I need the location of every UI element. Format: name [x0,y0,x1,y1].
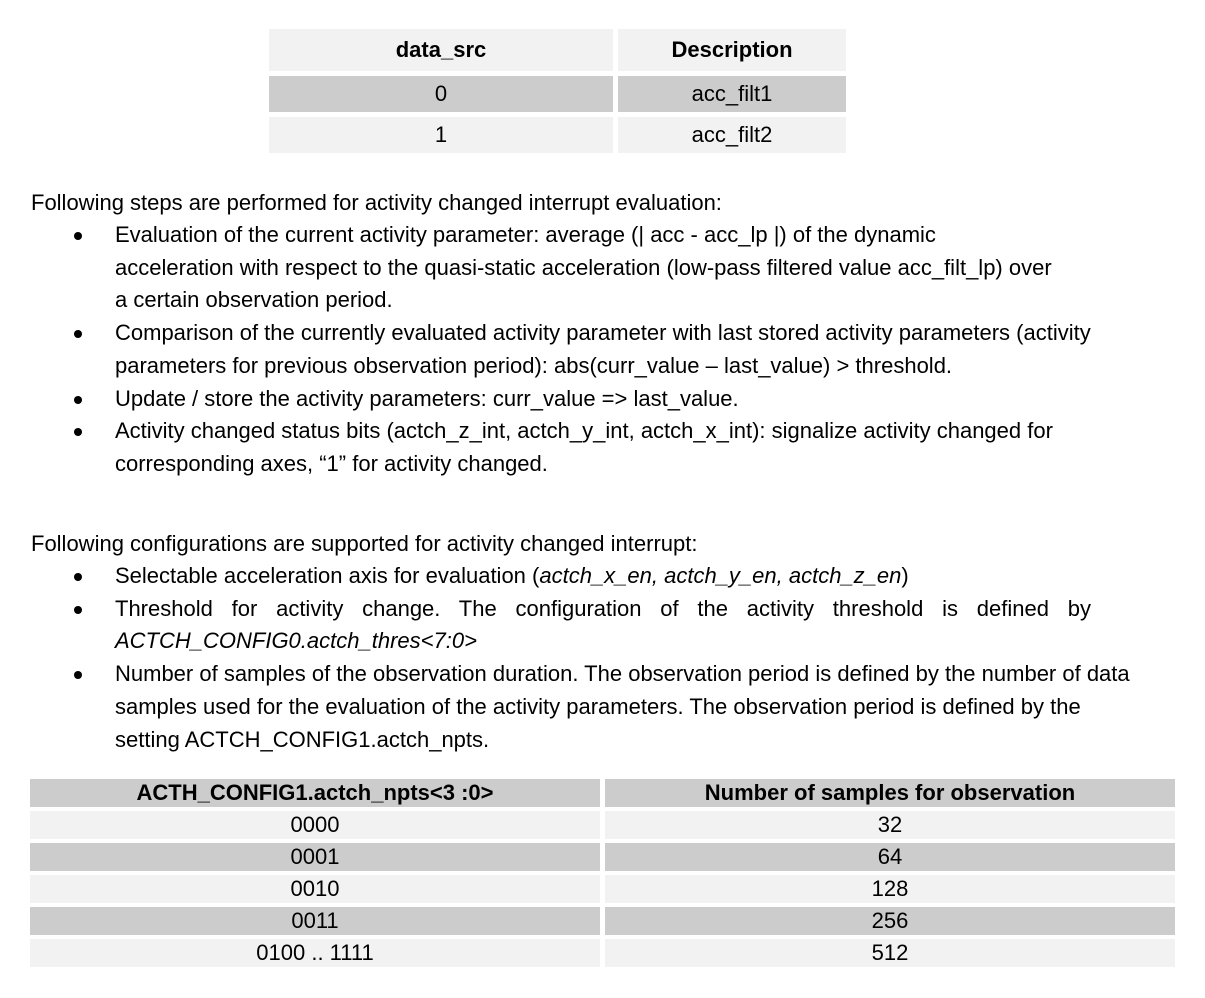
table-cell: 0 [269,76,613,112]
table-cell: 1 [269,117,613,153]
table-row [30,843,1175,871]
list-item-text: Selectable acceleration axis for evaluation ( [115,563,540,588]
list-item [31,219,1055,317]
table-cell: acc_filt2 [618,117,846,153]
table-row [30,875,1175,903]
table-cell: 128 [605,875,1175,903]
column-header: Description [618,29,846,71]
table-cell: 0000 [30,811,600,839]
column-header: data_src [269,29,613,71]
threshold-register: ACTCH_CONFIG0.actch_thres<7:0> [115,628,477,654]
axis-enable-fields: actch_x_en, actch_y_en, actch_z_en [539,563,902,588]
bullet-icon [74,671,82,679]
bullet-icon [74,396,82,404]
table-cell: 0011 [30,907,600,935]
table-row [30,907,1175,935]
table-row [30,811,1175,839]
column-header: ACTH_CONFIG1.actch_npts<3 :0> [30,779,600,807]
list-item-text: Activity changed status bits (actch_z_int, actch_y_int, actch_x_int): signalize activity changed for corresponding axes, “1” for activity changed. [115,418,1053,476]
list-item [31,383,1091,416]
config-intro: Following configurations are supported for activity changed interrupt: [31,531,698,556]
table-cell: acc_filt1 [618,76,846,112]
list-item-text: Update / store the activity parameters: curr_value => last_value. [115,385,739,411]
table-row [30,939,1175,967]
steps-intro: Following steps are performed for activity changed interrupt evaluation: [31,190,722,215]
list-item [31,593,1091,658]
list-item-text-end: ) [901,563,909,588]
list-item [31,317,1115,382]
table-header-row [30,779,1175,807]
table-row [269,76,846,112]
list-item [31,560,1091,593]
column-header: Number of samples for observation [605,779,1175,807]
list-item-text: Comparison of the currently evaluated activity parameter with last stored activity parameters (activity parameters for previous observation period): abs(curr_value – last_value) > threshold. [115,320,1091,378]
list-item-text: Number of samples of the observation duration. The observation period is defined by the number of data samples used for the evaluation of the activity parameters. The observation period is defined by the setting ACTCH_CONFIG1.actch_npts. [115,661,1130,752]
bullet-icon [74,232,82,240]
table-cell: 0010 [30,875,600,903]
table-row [269,117,846,153]
bullet-icon [74,330,82,338]
list-item-text: Evaluation of the current activity parameter: average (| acc - acc_lp |) of the dynamic acceleration with respect to the quasi-static acceleration (low-pass filtered value acc_filt_lp) over a certain observation period. [115,222,1052,313]
bullet-icon [74,428,82,436]
list-item [31,658,1145,756]
table-cell: 32 [605,811,1175,839]
config-list [31,560,1130,756]
data-src-table [264,24,851,158]
list-item-text: Threshold for activity change. The configuration of the activity threshold is defined by [115,595,1091,621]
bullet-icon [74,606,82,614]
table-cell: 512 [605,939,1175,967]
table-cell: 0100 .. 1111 [30,939,600,967]
table-cell: 256 [605,907,1175,935]
list-item [31,415,1105,480]
table-header-row [269,29,846,71]
table-cell: 64 [605,843,1175,871]
steps-list [31,219,1091,481]
npts-table [25,775,1180,971]
table-cell: 0001 [30,843,600,871]
bullet-icon [74,573,82,581]
